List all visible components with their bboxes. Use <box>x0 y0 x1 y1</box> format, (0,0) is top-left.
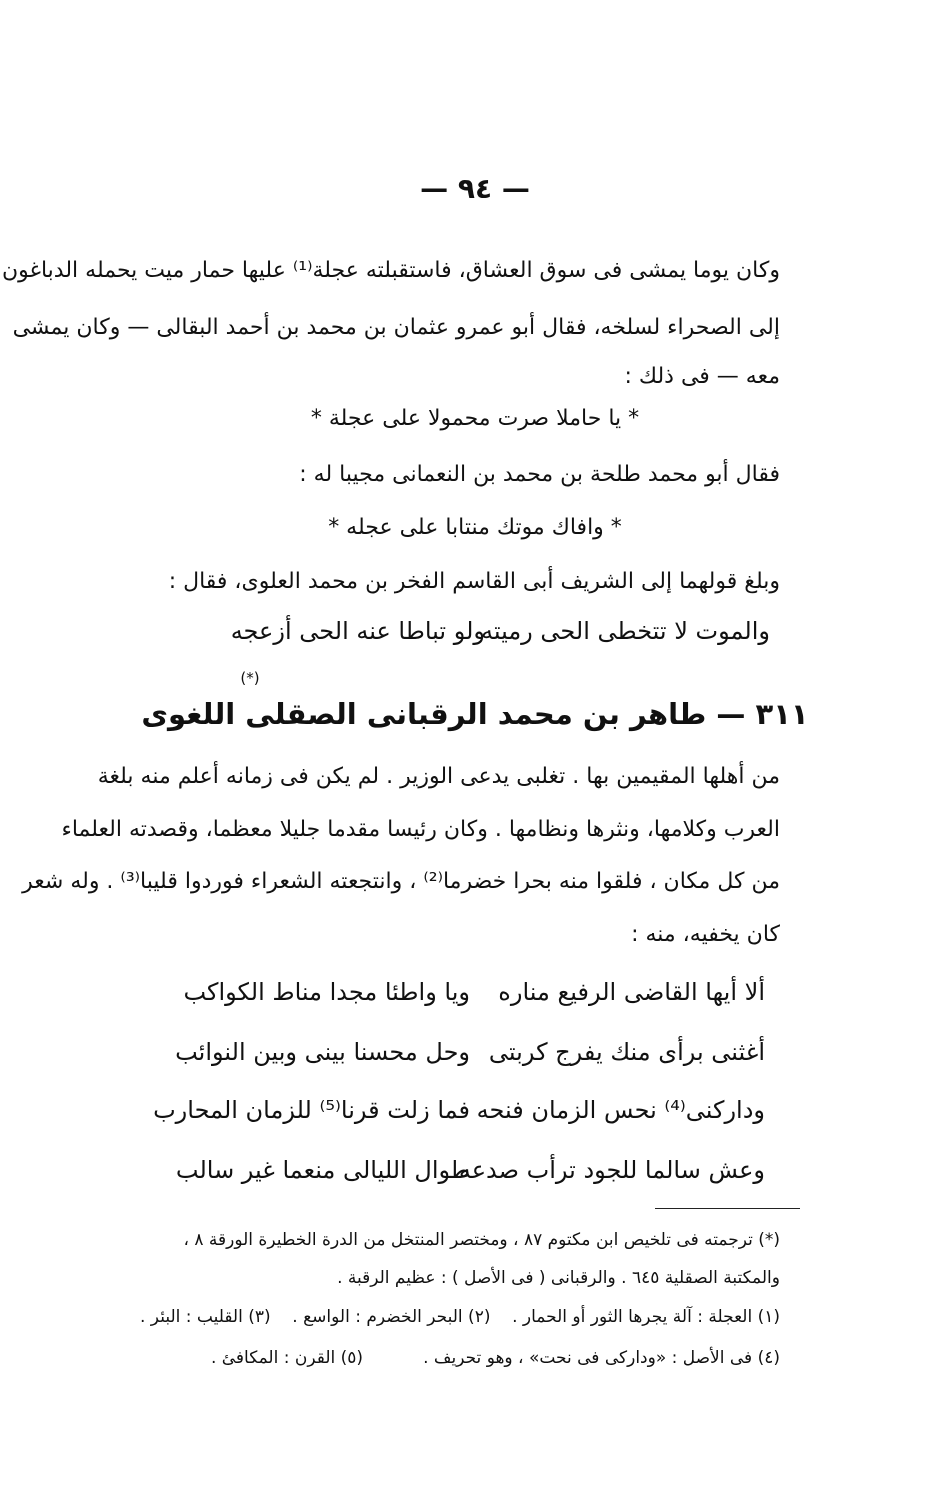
reply-line: فقال أبو محمد طلحة بن محمد بن النعمانى مجيبا له : <box>299 462 780 487</box>
footnote-star-line-2: والمكتبة الصقلية ٦٤٥ . والرقبانى ( فى الأصل ) : عظيم الرقبة . <box>337 1268 780 1288</box>
footnote-row-1 <box>140 1304 780 1330</box>
entry-line-3: من كل مكان ، فلقوا منه بحرا خضرما⁽²⁾ ، وانتجعته الشعراء فوردوا قليبا⁽³⁾ . وله شعر <box>22 869 780 894</box>
footnote-4: (٤) فى الأصل : «وداركى فى نحت» ، وهو تحريف . <box>423 1348 780 1368</box>
footnote-3: (٣) القليب : البئر . <box>140 1307 271 1327</box>
footnote-2: (٢) البحر الخضرم : الواسع . <box>292 1307 491 1327</box>
hemistich-2: * وافاك موتك منتابا على عجله * <box>328 515 622 540</box>
body-line-2: إلى الصحراء لسلخه، فقال أبو عمرو عثمان بن محمد بن أحمد البقالى — وكان يمشى <box>12 315 780 340</box>
entry-line-1: من أهلها المقيمين بها . تغلبى يدعى الوزير . لم يكن فى زمانه أعلم منه بلغة <box>97 764 780 789</box>
poem-line-1-second: ويا واطئا مجدا مناط الكواكب <box>183 978 470 1006</box>
poem-line-4-second: طوال الليالى منعما غير سالب <box>175 1156 470 1184</box>
entry-line-4: كان يخفيه، منه : <box>631 922 780 947</box>
entry-heading-mark: (*) <box>240 669 260 687</box>
poem-line-2-second: وحل محسنا بينى وبين النوائب <box>175 1038 470 1066</box>
footnote-row-2 <box>140 1345 780 1371</box>
body-line-3: معه — فى ذلك : <box>624 364 780 389</box>
footnote-1: (١) العجلة : آلة يجرها الثور أو الحمار . <box>512 1307 780 1327</box>
footnote-5: (٥) القرن : المكافئ . <box>210 1348 364 1368</box>
entry-heading: ٣١١ — طاهر بن محمد الرقبانى الصقلى اللغوى <box>141 697 809 731</box>
poem-line-1-first: ألا أيها القاضى الرفيع مناره <box>498 978 765 1006</box>
footnote-divider <box>655 1208 800 1209</box>
body-line-1: وكان يوما يمشى فى سوق العشاق، فاستقبلته عجلة⁽¹⁾ عليها حمار ميت يحمله الدباغون <box>1 258 780 283</box>
report-line: وبلغ قولهما إلى الشريف أبى القاسم الفخر بن محمد العلوى، فقال : <box>168 569 780 594</box>
entry-line-2: العرب وكلامها، ونثرها ونظامها . وكان رئيسا مقدما جليلا معظما، وقصدته العلماء <box>61 817 780 842</box>
verse-1-first: والموت لا تتخطى الحى رميته <box>480 617 770 645</box>
poem-line-3-second: فما زلت قرنا⁽⁵⁾ للزمان المحارب <box>153 1096 470 1124</box>
page-number: — ٩٤ — <box>420 172 530 205</box>
footnote-star-line-1: (*) ترجمته فى تلخيص ابن مكتوم ٨٧ ، ومختصر المنتخل من الدرة الخطيرة الورقة ٨ ، <box>183 1230 780 1250</box>
verse-1-second: ولو تباطا عنه الحى أزعجه <box>230 617 485 645</box>
poem-line-2-first: أغثنى برأى منك يفرج كربتى <box>488 1038 765 1066</box>
hemistich-1: * يا حاملا صرت محمولا على عجلة * <box>310 406 640 431</box>
poem-line-3-first: وداركنى⁽⁴⁾ نحس الزمان فنحه <box>476 1096 765 1124</box>
poem-line-4-first: وعش سالما للجود ترأب صدعه <box>458 1156 765 1184</box>
